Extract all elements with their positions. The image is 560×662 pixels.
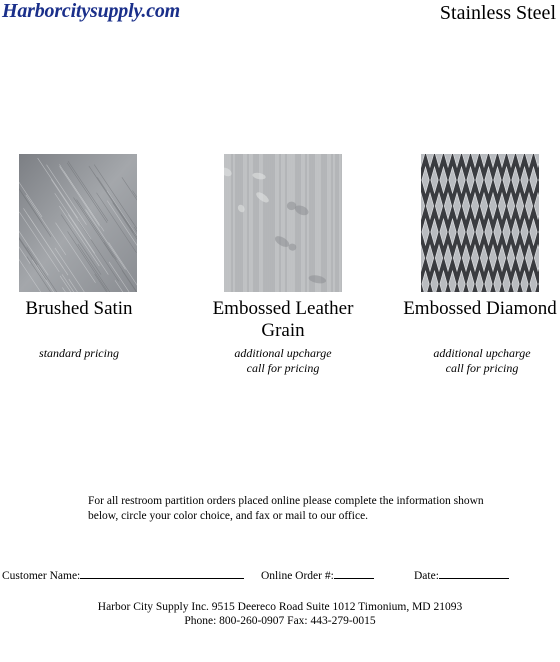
date-field[interactable]: [414, 566, 509, 582]
footer-address: Harbor City Supply Inc. 9515 Deereco Road Suite 1012 Timonium, MD 21093: [97, 601, 463, 613]
finish-name-embossed-leather: Embossed Leather Grain: [212, 298, 354, 341]
finish-name-brushed-satin: Brushed Satin: [25, 298, 133, 319]
customer-name-blank[interactable]: [80, 566, 244, 579]
embossed-leather-swatch: [224, 154, 342, 292]
customer-name-field[interactable]: [2, 566, 244, 582]
pricing-note-embossed-diamond: additional upcharge call for pricing: [433, 346, 531, 375]
finish-name-embossed-diamond: Embossed Diamond: [403, 298, 557, 319]
order-instructions: For all restroom partition orders placed online please complete the information shown below, circle your color choice, and fax or mail to our office.: [88, 495, 484, 522]
customer-name-label: Customer Name:: [2, 570, 81, 582]
online-order-label: Online Order #:: [261, 570, 334, 582]
page-title: Stainless Steel: [439, 2, 556, 24]
online-order-field[interactable]: [261, 566, 374, 582]
footer-contact: Phone: 800-260-0907 Fax: 443-279-0015: [184, 615, 376, 627]
online-order-blank[interactable]: [334, 566, 374, 579]
site-url: Harborcitysupply.com: [2, 0, 181, 22]
brushed-satin-swatch: [19, 154, 137, 292]
embossed-diamond-swatch: [421, 154, 539, 292]
date-label: Date:: [414, 570, 439, 582]
date-blank[interactable]: [439, 566, 509, 579]
pricing-note-embossed-leather: additional upcharge call for pricing: [234, 346, 332, 375]
pricing-note-brushed-satin: standard pricing: [39, 346, 119, 360]
